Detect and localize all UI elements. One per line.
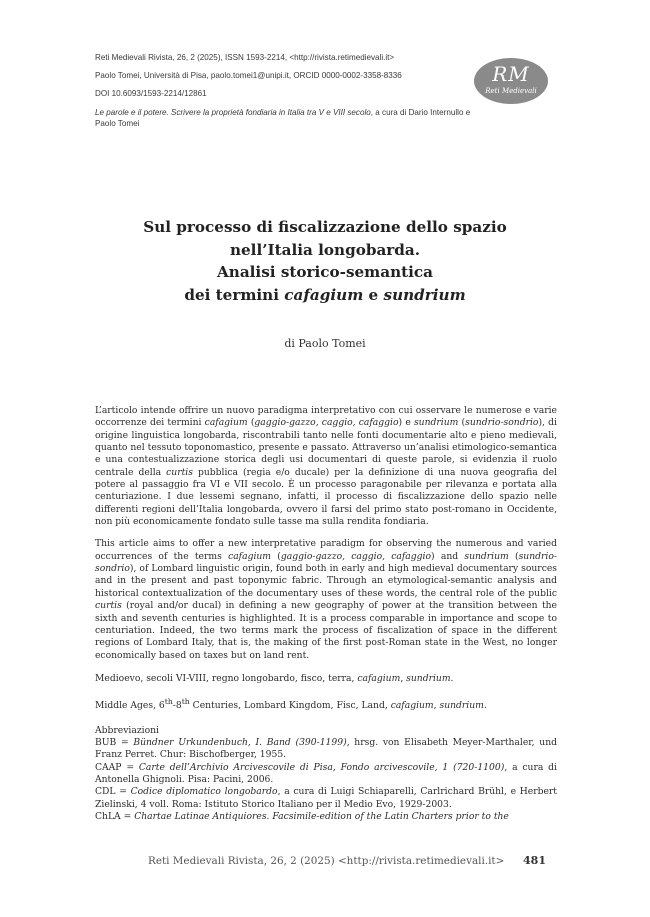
volume-title: Le parole e il potere. Scrivere la proprietà fondiaria in Italia tra V e VIII secolo (95, 108, 371, 117)
title-term-sundrium: sundrium (383, 285, 466, 304)
article-title (70, 216, 580, 306)
abstract-italian: L’articolo intende offrire un nuovo paradigma interpretativo con cui osservare le numerose e varie occorrenze dei termini cafagium (gaggio-gazzo, caggio, cafaggio) e sundrium (sundrio-sondrio), di origine linguistica longobarda, riscontrabili tanto nelle fonti documentarie alto e pieno medievali, quanto nel tessuto toponomastico, presente e passato. Attraverso un’analisi etimologico-semantica e una contestualizzazione storica degli usi documentari di queste parole, si evidenzia il ruolo centrale della curtis pubblica (regia e/o ducale) per la definizione di una nuova geografia del potere al passaggio fra VI e VII secolo. È un processo paragonabile per rilevanza e portata alla centuriazione. I due lessemi segnano, infatti, il processo di fiscalizzazione dello spazio nelle differenti regioni dell’Italia longobarda, ovvero il farsi del primo stato post-romano in Occidente, non più economicamente fondato sulle tasse ma sulla rendita fondiaria. (95, 405, 558, 528)
title-line-1: Sul processo di fiscalizzazione dello spazio (143, 218, 507, 236)
logo-subtitle: Reti Medievali (485, 87, 537, 95)
doi[interactable]: DOI 10.6093/1593-2214/12861 (95, 89, 207, 98)
abbreviation-entry: CDL = Codice diplomatico longobardo, a cura di Luigi Schiaparelli, Carlrichard Brühl, e Herbert Zielinski, 4 voll. Roma: Istituto Storico Italiano per il Medio Evo, 1929-2003. (95, 786, 557, 810)
abbreviation-entry: ChLA = Chartae Latinae Antiquiores. Facsimile-edition of the Latin Charters prior to the (95, 811, 509, 823)
title-line-4: dei termini cafagium e sundrium (184, 285, 466, 304)
volume-editors: , a cura di Dario Internullo e Paolo Tomei (95, 108, 471, 128)
author-affiliation: Paolo Tomei, Università di Pisa, paolo.tomei1@unipi.it, ORCID 0000-0002-3358-8336 (95, 71, 402, 80)
reti-medievali-logo (474, 58, 548, 104)
logo-monogram: RM (492, 62, 530, 86)
running-header (95, 52, 475, 129)
keywords-italian: Medioevo, secoli VI-VIII, regno longobardo, fisco, terra, cafagium, sundrium. (95, 672, 454, 684)
abstract-english: This article aims to offer a new interpretative paradigm for observing the numerous and varied occurrences of the terms cafagium (gaggio-gazzo, caggio, cafaggio) and sundrium (sundrio-sondrio), of Lombard linguistic origin, found both in early and high medieval documentary sources and in the present and past toponymic fabric. Through an etymological-semantic analysis and historical contextualization of the documentary uses of these words, the central role of the public curtis (royal and/or ducal) in defining a new geography of power at the transition between the sixth and seventh centuries is highlighted. It is a process comparable in importance and scope to centuriation. Indeed, the two terms mark the process of fiscalization of space in the different regions of Lombard Italy, that is, the making of the first post-Roman state in the West, no longer economically based on taxes but on land rent. (95, 538, 557, 661)
title-line-3: Analisi storico-semantica (217, 263, 433, 281)
page-number: 481 (523, 854, 546, 867)
article-author: di Paolo Tomei (284, 337, 366, 350)
title-line-2: nell’Italia longobarda. (229, 240, 421, 259)
title-term-cafagium: cafagium (284, 285, 364, 304)
journal-citation: Reti Medievali Rivista, 26, 2 (2025), ISSN 1593-2214, <http://rivista.retimedievali.it> (95, 53, 395, 62)
abbreviation-entry: CAAP = Carte dell’Archivio Arcivescovile di Pisa, Fondo arcivescovile, 1 (720-1100), a cura di Antonella Ghignoli. Pisa: Pacini, 2006. (95, 761, 557, 785)
abbreviations-heading: Abbreviazioni (95, 724, 159, 736)
keywords-english: Middle Ages, 6th-8th Centuries, Lombard Kingdom, Fisc, Land, cafagium, sundrium. (95, 697, 487, 712)
article-body (95, 405, 557, 823)
footer-journal: Reti Medievali Rivista, 26, 2 (2025) <http://rivista.retimedievali.it> (148, 855, 505, 867)
volume-info (95, 107, 475, 129)
abbreviation-entry: BUB = Bündner Urkundenbuch, I. Band (390-1199), hrsg. von Elisabeth Meyer-Marthaler, und Franz Perret. Chur: Bischofberger, 1955. (95, 736, 557, 761)
